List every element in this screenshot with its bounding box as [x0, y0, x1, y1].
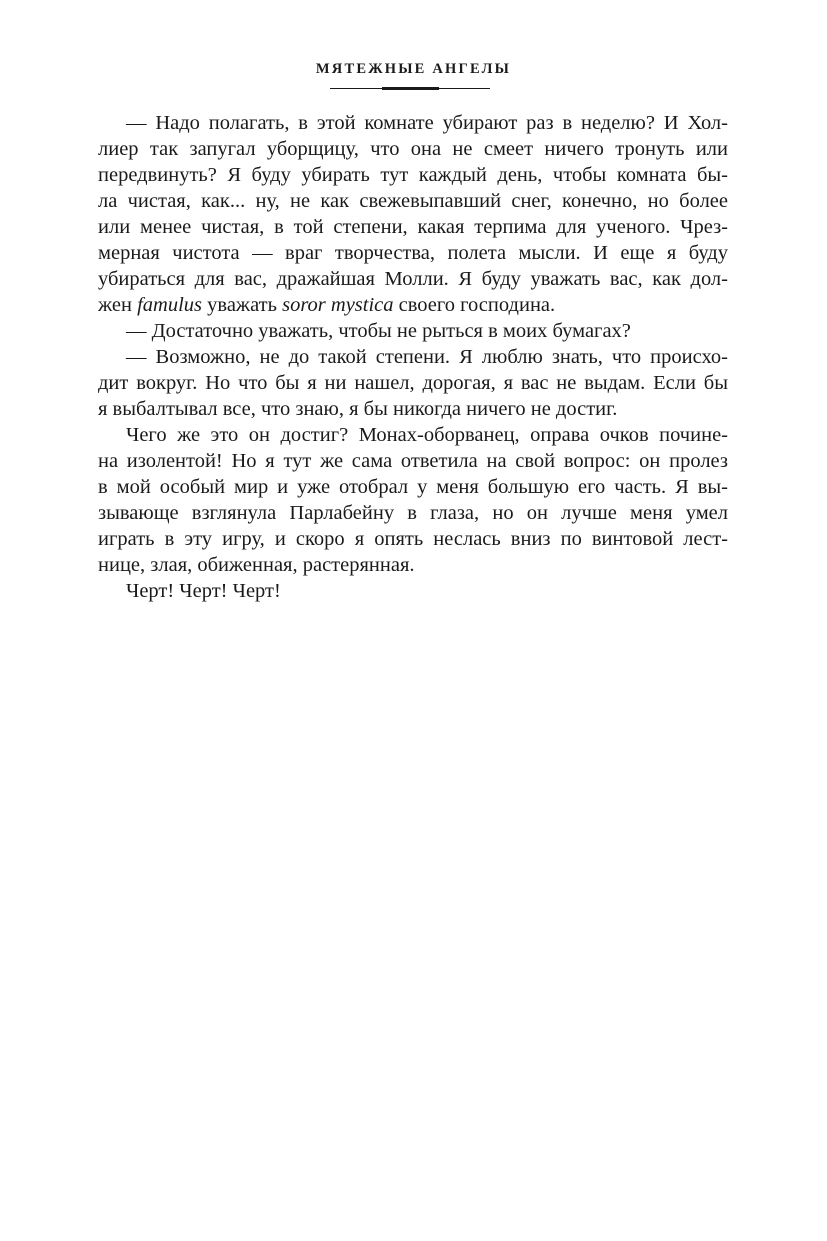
text-line: убираться для вас, дражайшая Молли. Я буду уважать вас, как дол-	[98, 268, 728, 290]
text-line: на изолентой! Но я тут же сама ответила на свой вопрос: он пролез	[98, 450, 728, 472]
text-line: — Возможно, не до такой степени. Я люблю знать, что происхо-	[126, 346, 728, 368]
text-line: в мой особый мир и уже отобрал у меня большую его часть. Я вы-	[98, 476, 728, 498]
text-fragment: уважать	[202, 294, 283, 316]
text-line: мерная чистота — враг творчества, полета мысли. И еще я буду	[98, 242, 728, 264]
running-head: МЯТЕЖНЫЕ АНГЕЛЫ	[315, 61, 512, 77]
italic-term: soror mystica	[282, 294, 394, 316]
text-line: передвинуть? Я буду убирать тут каждый день, чтобы комната бы-	[98, 164, 728, 186]
text-line: Черт! Черт! Черт!	[126, 580, 281, 602]
text-line: играть в эту игру, и скоро я опять неслась вниз по винтовой лест-	[98, 528, 728, 550]
text-line: — Надо полагать, в этой комнате убирают раз в неделю? И Хол-	[126, 112, 728, 134]
text-line: ла чистая, как... ну, не как свежевыпавший снег, конечно, но более	[98, 190, 728, 212]
text-fragment: жен	[98, 294, 138, 316]
body-text	[98, 110, 728, 604]
italic-term: famulus	[137, 294, 203, 316]
text-fragment: своего господина.	[393, 294, 556, 316]
text-line: нице, злая, обиженная, растерянная.	[98, 554, 415, 576]
text-line: — Достаточно уважать, чтобы не рыться в моих бумагах?	[126, 320, 631, 342]
header-rule-accent	[382, 87, 439, 90]
text-line: Чего же это он достиг? Монах-оборванец, оправа очков починe-	[126, 424, 728, 446]
text-line: я выбалтывал все, что знаю, я бы никогда ничего не достиг.	[98, 398, 618, 420]
text-line: лиер так запугал уборщицу, что она не смеет ничего тронуть или	[98, 138, 728, 160]
text-line: дит вокруг. Но что бы я ни нашел, дорогая, я вас не выдам. Если бы	[98, 372, 728, 394]
text-line: зывающе взглянула Парлабейну в глаза, но он лучше меня умел	[98, 502, 728, 524]
text-line: или менее чистая, в той степени, какая терпима для ученого. Чрез-	[98, 216, 728, 238]
text-line-mixed	[98, 292, 728, 318]
